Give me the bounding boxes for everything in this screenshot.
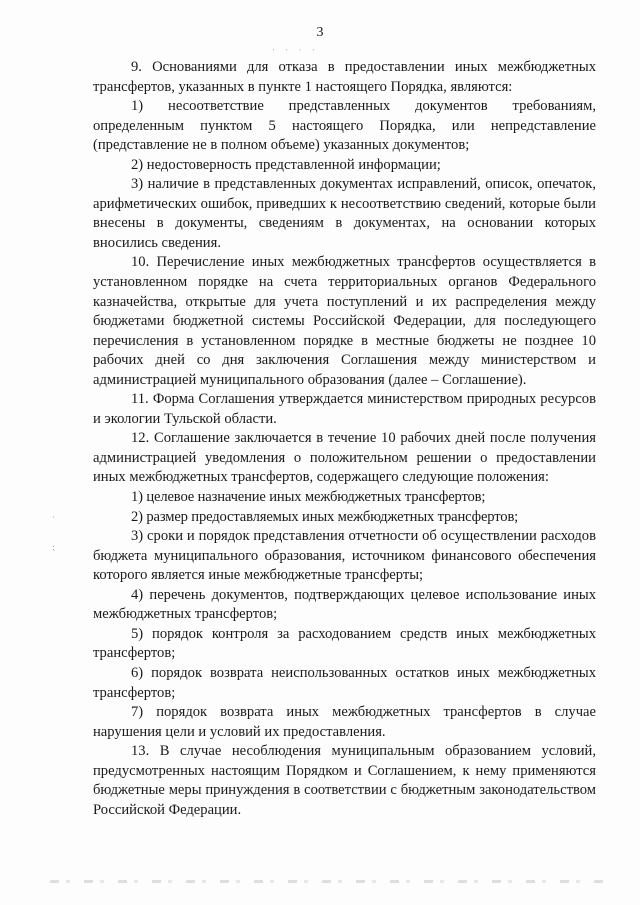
- scan-artifact: ⁏: [52, 542, 56, 552]
- paragraph-12-item-2: 2) размер предоставляемых иных межбюджетных трансфертов;: [131, 508, 519, 525]
- scan-artifact: · · · ·: [272, 45, 319, 55]
- paragraph-9: 9. Основаниями для отказа в предоставлении иных межбюджетных трансфертов, указанных в пункте 1 настоящего Порядка, являются:: [93, 59, 596, 95]
- paragraph-9-item-3: 3) наличие в представленных документах исправлений, описок, опечаток, арифметических ошибок, приведших к несоответствию сведений, которые были внесены в документы, сведениям в документах, на основании которых вносились сведения.: [93, 176, 596, 251]
- paragraph-12-item-7: 7) порядок возврата иных межбюджетных трансфертов в случае нарушения цели и условий их предоставления.: [93, 704, 596, 740]
- scan-artifact: ·: [52, 512, 55, 522]
- paragraph-12: 12. Соглашение заключается в течение 10 рабочих дней после получения администрацией уведомления о положительном решении о предоставлении иных межбюджетных трансфертов, содержащего следующие положения:: [93, 430, 596, 486]
- paragraph-11: 11. Форма Соглашения утверждается министерством природных ресурсов и экологии Тульской области.: [93, 391, 596, 427]
- page-number: 3: [316, 25, 324, 40]
- paragraph-13: 13. В случае несоблюдения муниципальным образованием условий, предусмотренных настоящим Порядком и Соглашением, к нему применяются бюджетные меры принуждения в соответствии с бюджетным законодательством Российской Федерации.: [93, 743, 596, 818]
- paragraph-12-item-3: 3) сроки и порядок представления отчетности об осуществлении расходов бюджета муниципального образования, источником финансового обеспечения которого является иные межбюджетные трансферты;: [93, 528, 596, 584]
- paragraph-12-item-1: 1) целевое назначение иных межбюджетных трансфертов;: [131, 489, 486, 506]
- scan-artifact: [50, 880, 610, 883]
- paragraph-12-item-4: 4) перечень документов, подтверждающих целевое использование иных межбюджетных трансфертов;: [93, 586, 596, 623]
- paragraph-9-item-1: 1) несоответствие представленных документов требованиям, определенным пунктом 5 настоящего Порядка, или непредставление (представление не в полном объеме) указанных документов;: [93, 98, 596, 154]
- paragraph-10: 10. Перечисление иных межбюджетных трансфертов осуществляется в установленном порядке на счета территориальных органов Федерального казначейства, открытые для учета поступлений и их распределения между бюджетами бюджетной системы Российской Федерации, для последующего перечисления в установленном порядке в местные бюджеты не позднее 10 рабочих дней со дня заключения Соглашения между министерством и администрацией муниципального образования (далее – Соглашение).: [93, 254, 596, 388]
- paragraph-9-item-2: 2) недостоверность представленной информации;: [131, 156, 441, 173]
- document-body: [93, 58, 596, 820]
- paragraph-12-item-6: 6) порядок возврата неиспользованных остатков иных межбюджетных трансфертов;: [93, 664, 596, 701]
- paragraph-12-item-5: 5) порядок контроля за расходованием средств иных межбюджетных трансфертов;: [93, 625, 596, 662]
